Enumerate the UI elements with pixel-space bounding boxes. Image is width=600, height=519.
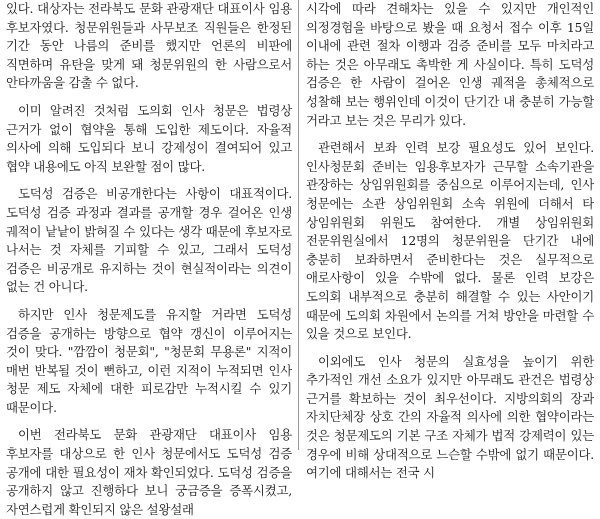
- paragraph: 시각에 따라 견해차는 있을 수 있지만 개인적인 의정경험을 바탕으로 봤을 때 요청서 접수 이후 15일 이내에 관련 절차 이행과 검증 준비를 모두 마치라고 하는 것은 아무래도 촉박한 게 사실이다. 특히 도덕성 검증은 한 사람이 걸어온 인생 궤적을 총체적으로 성찰해 보는 행위인데 이것이 단기간 내 충분히 가능할 거라고 보는 것은 무리가 있다.: [306, 1, 594, 128]
- paragraph: 하지만 인사 청문제도를 유지할 거라면 도덕성 검증을 공개하는 방향으로 협약 갱신이 이루어지는 것이 맞다. "깜깜이 청문회", "청문회 무용론" 지적이 매번 반복될 것이 뻔하고, 이런 지적이 누적되면 인사 청문 제도 자체에 대한 피로감만 누적시킬 수 있기 때문이다.: [6, 306, 292, 415]
- column-divider: [298, 0, 299, 450]
- paragraph: 이미 알려진 것처럼 도의회 인사 청문은 법령상 근거가 없이 협약을 통해 도입한 제도이다. 자율적 의사에 의해 도입되다 보니 강제성이 결여되어 있고 협약 내용에도 아직 보완할 점이 많다.: [6, 102, 292, 174]
- paragraph: 도덕성 검증은 비공개한다는 사항이 대표적이다. 도덕성 검증 과정과 결과를 공개할 경우 걸어온 인생 궤적이 낱낱이 밝혀질 수 있다는 생각 때문에 후보자로 나서는 것 자체를 기피할 수 있고, 그래서 도덕성 검증은 비공개로 유지하는 것이 현실적이라는 의견이 없는 건 아니다.: [6, 186, 292, 295]
- article-column-left: [6, 0, 292, 517]
- paragraph: 이외에도 인사 청문의 실효성을 높이기 위한 추가적인 개선 소요가 있지만 아무래도 관건은 법령상 근거를 확보하는 것이 최우선이다. 지방의회의 장과 자치단체장 상호 간의 자율적 의사에 의한 협약이라는 것은 청문제도의 기본 구조 자체가 법적 강제력이 있는 경우에 비해 상대적으로 느슨할 수밖에 없기 때문이다. 여기에 대해서는 전국 시: [306, 353, 594, 481]
- paragraph: 관련해서 보좌 인력 보강 필요성도 있어 보인다. 인사청문회 준비는 임용후보자가 근무할 소속기관을 관장하는 상임위원회를 중심으로 이루어지는데, 인사 청문에는 소관 상임위원회 소속 위원에 더해서 타 상임위원회 위원도 참여한다. 개별 상임위원회 전문위원실에서 12명의 청문위원을 단기간 내에 충분히 보좌하면서 준비한다는 것은 실무적으로 애로사항이 있을 수밖에 없다. 물론 인력 보강은 도의회 내부적으로 충분히 해결할 수 있는 사안이기 때문에 도의회 차원에서 논의를 거쳐 방안을 마련할 수 있을 것으로 보인다.: [306, 140, 594, 342]
- paragraph: 이번 전라북도 문화 관광재단 대표이사 임용 후보자를 대상으로 한 인사 청문에서도 도덕성 검증 공개에 대한 필요성이 재차 확인되었다. 도덕성 검증을 공개하지 않고 진행하다 보니 궁금증을 증폭시켰고, 자연스럽게 확인되지 않은 설왕설래: [6, 427, 292, 517]
- paragraph: 있다. 대상자는 전라북도 문화 관광재단 대표이사 임용 후보자였다. 청문위원들과 사무보조 직원들은 한정된 기간 동안 나름의 준비를 했지만 언론의 비판에 직면하며 유탄을 맞게 돼 청문위원의 한 사람으로서 안타까움을 감출 수 없다.: [6, 1, 292, 91]
- article-column-right: [306, 0, 594, 481]
